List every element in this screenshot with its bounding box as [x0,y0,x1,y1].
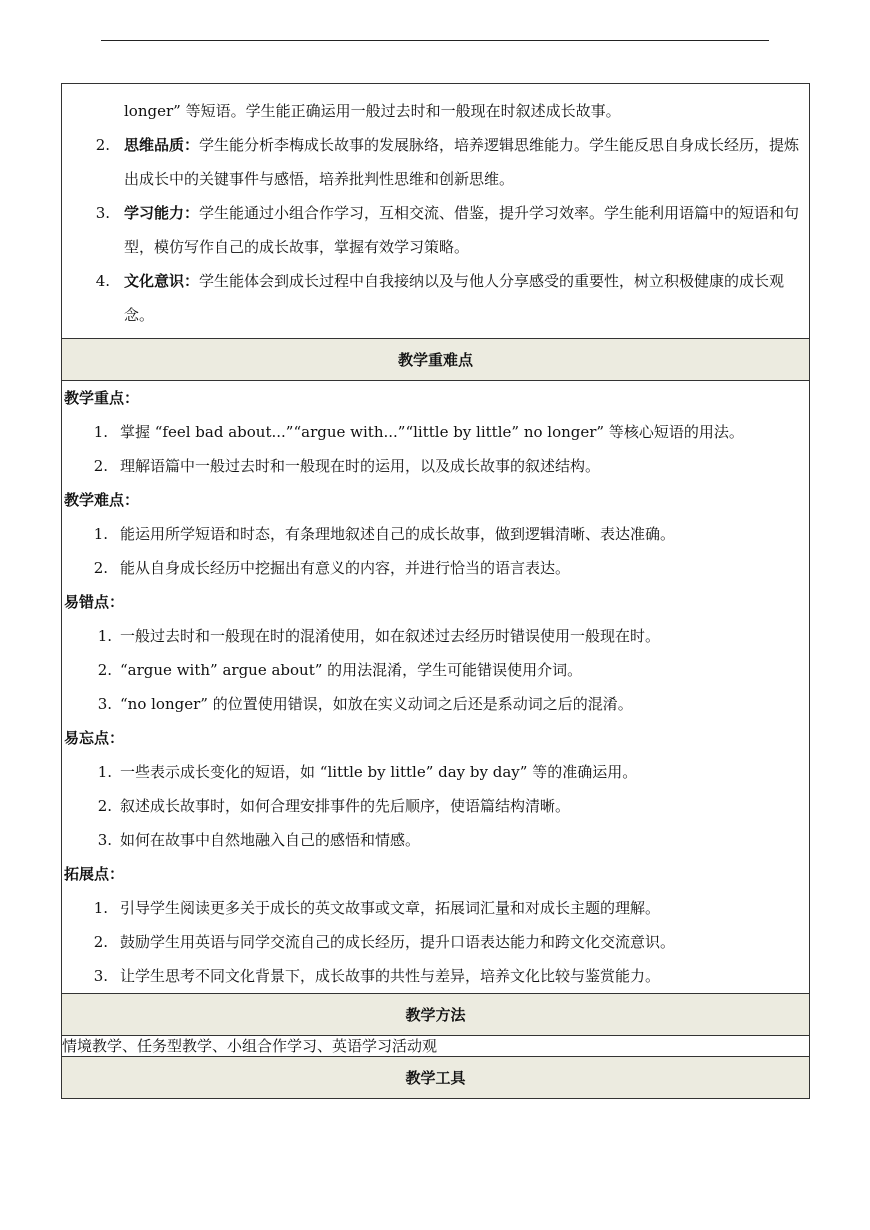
item-text: 引导学生阅读更多关于成长的英文故事或文章，拓展词汇量和对成长主题的理解。 [120,899,661,917]
objective-number: 2. [95,136,110,154]
item-text: 让学生思考不同文化背景下，成长故事的共性与差异，培养文化比较与鉴赏能力。 [120,967,661,985]
list-item [62,925,809,959]
item-text: 一般过去时和一般现在时的混淆使用，如在叙述过去经历时错误使用一般现在时。 [120,627,661,645]
section-heading: 易忘点： [64,729,125,747]
list-item [62,653,809,687]
objective-number: 4. [95,272,110,290]
item-number: 3. [97,695,112,713]
item-number: 2. [97,661,112,679]
item-text: 能从自身成长经历中挖掘出有意义的内容，并进行恰当的语言表达。 [120,559,571,577]
section-difficult-points [62,483,809,585]
objective-label: 学习能力： [124,204,200,222]
item-number: 1. [93,423,108,441]
list-item [62,789,809,823]
objective-text: 学生能通过小组合作学习，互相交流、借鉴，提升学习效率。学生能利用语篇中的短语和句型，模仿写作自己的成长故事，掌握有效学习策略。 [124,204,800,256]
list-item [62,551,809,585]
item-text: 叙述成长故事时，如何合理安排事件的先后顺序，使语篇结构清晰。 [120,797,571,815]
difficulties-row [62,381,810,994]
item-number: 2. [93,559,108,577]
item-text: 鼓励学生用英语与同学交流自己的成长经历，提升口语表达能力和跨文化交流意识。 [120,933,676,951]
objective-item [62,128,801,196]
methods-row [62,1036,810,1057]
methods-text: 情境教学、任务型教学、小组合作学习、英语学习活动观 [62,1036,810,1057]
objectives-cell [62,84,810,339]
list-item [62,619,809,653]
list-item [62,823,809,857]
list-item [62,415,809,449]
section-error-prone [62,585,809,721]
header-rule [101,40,769,41]
objective-number: 3. [95,204,110,222]
section-heading: 拓展点： [64,865,125,883]
objective-item [62,264,801,332]
list-item [62,449,809,483]
item-number: 1. [97,627,112,645]
item-number: 2. [93,933,108,951]
item-text: 掌握 “feel bad about...”“argue with...”“little by little” no longer” 等核心短语的用法。 [120,423,744,441]
methods-title: 教学方法 [62,994,810,1036]
objective-continuation: longer” 等短语。学生能正确运用一般过去时和一般现在时叙述成长故事。 [124,102,621,120]
section-key-points [62,381,809,483]
section-easily-forgotten [62,721,809,857]
item-text: 能运用所学短语和时态，有条理地叙述自己的成长故事，做到逻辑清晰、表达准确。 [120,525,676,543]
objectives-row [62,84,810,339]
item-number: 1. [97,763,112,781]
list-item [62,891,809,925]
item-number: 3. [97,831,112,849]
list-item [62,755,809,789]
methods-title-row [62,994,810,1036]
item-text: “argue with” argue about” 的用法混淆，学生可能错误使用介词。 [120,661,583,679]
section-heading: 教学难点： [64,491,140,509]
item-number: 3. [93,967,108,985]
section-extension [62,857,809,993]
list-item [62,687,809,721]
difficulties-title-row [62,339,810,381]
list-item [62,517,809,551]
item-text: “no longer” 的位置使用错误，如放在实义动词之后还是系动词之后的混淆。 [120,695,633,713]
objective-item [62,196,801,264]
tools-title: 教学工具 [62,1057,810,1099]
item-number: 1. [93,899,108,917]
section-heading: 教学重点： [64,389,140,407]
item-number: 2. [97,797,112,815]
difficulties-cell [62,381,810,994]
objective-text: 学生能体会到成长过程中自我接纳以及与他人分享感受的重要性，树立积极健康的成长观念。 [124,272,785,324]
list-item [62,959,809,993]
objective-text: 学生能分析李梅成长故事的发展脉络，培养逻辑思维能力。学生能反思自身成长经历，提炼出成长中的关键事件与感悟，培养批判性思维和创新思维。 [124,136,800,188]
objective-label: 思维品质： [124,136,200,154]
item-text: 理解语篇中一般过去时和一般现在时的运用，以及成长故事的叙述结构。 [120,457,601,475]
lesson-plan-table [61,83,810,1099]
item-text: 如何在故事中自然地融入自己的感悟和情感。 [120,831,421,849]
tools-title-row [62,1057,810,1099]
objective-label: 文化意识： [124,272,200,290]
item-text: 一些表示成长变化的短语，如 “little by little” day by day” 等的准确运用。 [120,763,638,781]
item-number: 1. [93,525,108,543]
section-heading: 易错点： [64,593,125,611]
difficulties-title: 教学重难点 [62,339,810,381]
item-number: 2. [93,457,108,475]
